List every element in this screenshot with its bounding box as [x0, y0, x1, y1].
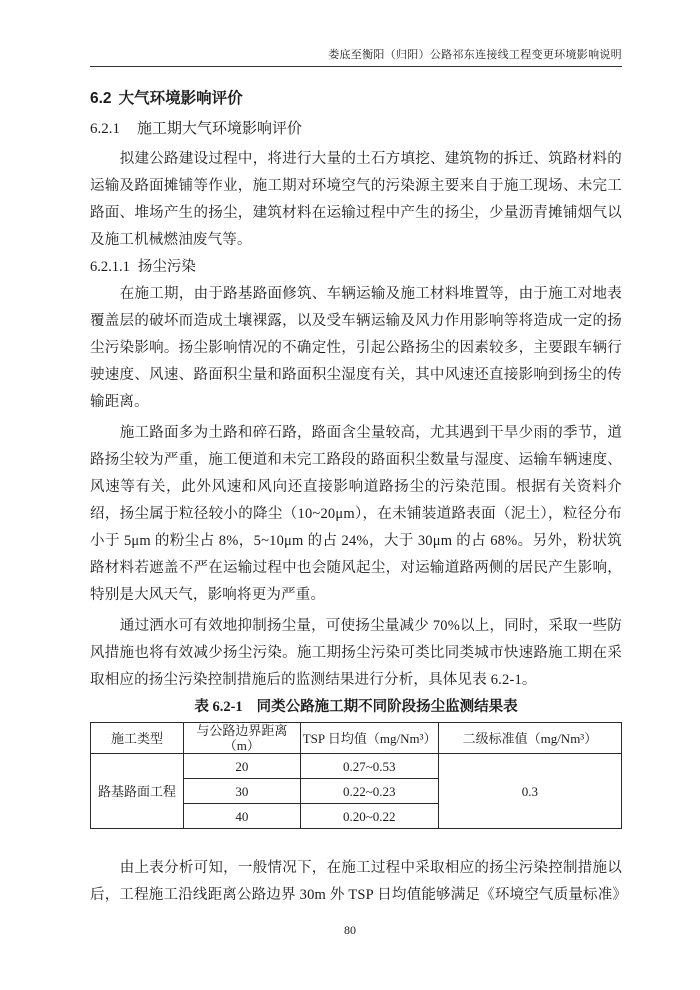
table-row	[91, 754, 622, 779]
cell-tsp-range: 0.22~0.23	[300, 779, 438, 804]
col-header-secondary-standard: 二级标准值（mg/Nm³）	[438, 723, 621, 754]
page-header	[90, 46, 622, 67]
paragraph-water-spraying: 通过洒水可有效地抑制扬尘量，可使扬尘量减少 70%以上，同时，采取一些防风措施也将有效减少扬尘污染。施工期扬尘污染可类比同类城市快速路施工期在采取相应的扬尘污染控制措施后的监测结果进行分析，具体见表 6.2-1。	[90, 618, 622, 688]
page-footer	[0, 923, 700, 938]
col-header-distance: 与公路边界距离（m）	[183, 723, 300, 754]
section-heading-6-2	[90, 89, 622, 108]
paragraph-dust-factors: 在施工期，由于路基路面修筑、车辆运输及施工材料堆置等，由于施工对地表覆盖层的破坏而造成土壤裸露，以及受车辆运输及风力作用影响等将造成一定的扬尘污染影响。扬尘影响情况的不确定性，引起公路扬尘的因素较多，主要跟车辆行驶速度、风速、路面积尘量和路面积尘湿度有关，其中风速还直接影响到扬尘的传输距离。	[90, 286, 622, 410]
section-heading-6-2-1-1	[90, 257, 622, 277]
table-header-row	[91, 723, 622, 754]
section-number: 6.2	[90, 90, 112, 107]
table-caption-label: 表 6.2-1	[194, 699, 243, 715]
col-header-construction-type: 施工类型	[91, 723, 184, 754]
header-running-title: 娄底至衡阳（归阳）公路祁东连接线工程变更环境影响说明	[328, 49, 622, 61]
paragraph-conclusion: 由上表分析可知，一般情况下，在施工过程中采取相应的扬尘污染控制措施以后，工程施工沿线距离公路边界 30m 外 TSP 日均值能够满足《环境空气质量标准》	[90, 860, 628, 903]
cell-distance: 20	[183, 754, 300, 779]
cell-tsp-range: 0.20~0.22	[300, 804, 438, 829]
section-title: 扬尘污染	[137, 259, 196, 275]
page-number: 80	[344, 923, 356, 937]
section-title: 施工期大气环境影响评价	[137, 121, 303, 137]
cell-distance: 30	[183, 779, 300, 804]
paragraph-dust-particle-sizes: 施工路面多为土路和碎石路，路面含尘量较高，尤其遇到干旱少雨的季节，道路扬尘较为严重，施工便道和未完工路段的路面积尘数量与湿度、运输车辆速度、风速等有关，此外风速和风向还直接影响道路扬尘的污染范围。根据有关资料介绍，扬尘属于粒径较小的降尘（10~20μm），在未铺装道路表面（泥土），粒径分布小于 5μm 的粉尘占 8%，5~10μm 的占 24%，大于 30μm 的占 68%。另外，粉状筑路材料若遮盖不严在运输过程中也会随风起尘，对运输道路两侧的居民产生影响，特别是大风天气，影响将更为严重。	[90, 425, 622, 603]
table-caption-title: 同类公路施工期不同阶段扬尘监测结果表	[256, 699, 518, 715]
cell-distance: 40	[183, 804, 300, 829]
dust-monitoring-table	[90, 722, 622, 829]
col-header-tsp-daily-average: TSP 日均值（mg/Nm³）	[300, 723, 438, 754]
section-number: 6.2.1	[90, 121, 120, 137]
cell-tsp-range: 0.27~0.53	[300, 754, 438, 779]
cell-secondary-standard: 0.3	[438, 754, 621, 829]
section-title: 大气环境影响评价	[118, 90, 243, 107]
section-heading-6-2-1	[90, 119, 622, 139]
section-number: 6.2.1.1	[90, 259, 130, 275]
cell-construction-type: 路基路面工程	[91, 754, 184, 829]
paragraph-construction-overview: 拟建公路建设过程中，将进行大量的土石方填挖、建筑物的拆迁、筑路材料的运输及路面摊铺等作业，施工期对环境空气的污染源主要来自于施工现场、未完工路面、堆场产生的扬尘，建筑材料在运输过程中产生的扬尘，少量沥青摊铺烟气以及施工机械燃油废气等。	[90, 151, 622, 248]
table-caption	[90, 697, 622, 718]
